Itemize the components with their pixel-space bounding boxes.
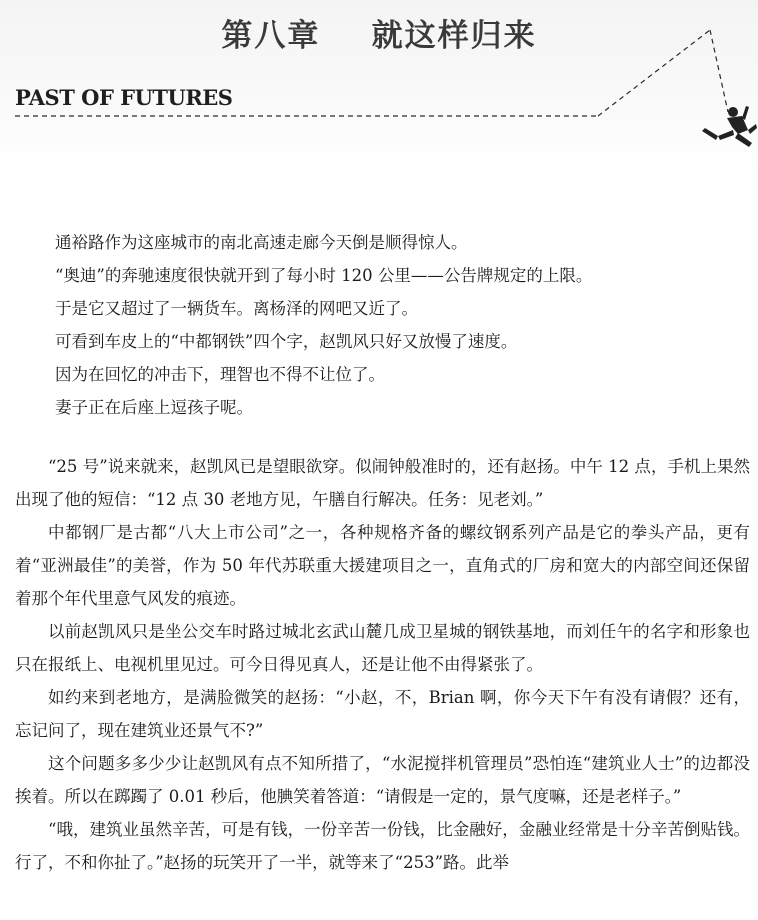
header-decoration bbox=[0, 0, 758, 175]
body-line: “奥迪”的奔驰速度很快就开到了每小时 120 公里——公告牌规定的上限。 bbox=[55, 266, 593, 285]
body-line: 于是它又超过了一辆货车。离杨泽的网吧又近了。 bbox=[55, 299, 418, 318]
body-line: 妻子正在后座上逗孩子呢。 bbox=[55, 398, 253, 417]
body-paragraph: 以前赵凯风只是坐公交车时路过城北玄武山麓几成卫星城的钢铁基地，而刘任午的名字和形象也只在报纸上、电视机里见过。可今日得见真人，还是让他不由得紧张了。 bbox=[15, 622, 750, 674]
body-paragraph: 中都钢厂是古都“八大上市公司”之一，各种规格齐备的螺纹钢系列产品是它的拳头产品，更有着“亚洲最佳”的美誉，作为 50 年代苏联重大援建项目之一，直角式的厂房和宽大的内部空间还保留着那个年代里意气风发的痕迹。 bbox=[15, 523, 750, 608]
chapter-title: 第八章 就这样归来 bbox=[221, 18, 537, 54]
body-paragraph: 如约来到老地方，是满脸微笑的赵扬：“小赵，不，Brian 啊，你今天下午有没有请假？还有，忘记问了，现在建筑业还景气不?” bbox=[15, 688, 750, 740]
body-line: 可看到车皮上的“中都钢铁”四个字，赵凯风只好又放慢了速度。 bbox=[55, 332, 518, 351]
chapter-body bbox=[15, 226, 750, 879]
body-paragraph: 这个问题多多少少让赵凯风有点不知所措了，“水泥搅拌机管理员”恐怕连“建筑业人士”的边都没挨着。所以在踯躅了 0.01 秒后，他腆笑着答道：“请假是一定的，景气度嘛，还是老样子。” bbox=[15, 754, 750, 806]
series-label: PAST OF FUTURES bbox=[15, 85, 233, 110]
section-break bbox=[15, 424, 750, 450]
body-line: 通裕路作为这座城市的南北高速走廊今天倒是顺得惊人。 bbox=[55, 233, 468, 252]
body-paragraph: “25 号”说来就来，赵凯风已是望眼欲穿。似闹钟般准时的，还有赵扬。中午 12 点，手机上果然出现了他的短信：“12 点 30 老地方见，午膳自行解决。任务：见老刘。” bbox=[15, 457, 750, 509]
body-paragraph: “哦，建筑业虽然辛苦，可是有钱，一份辛苦一份钱，比金融好，金融业经常是十分辛苦倒贴钱。行了，不和你扯了。”赵扬的玩笑开了一半，就等来了“253”路。此举 bbox=[15, 820, 750, 872]
climber-figure-icon bbox=[702, 106, 757, 147]
body-line: 因为在回忆的冲击下，理智也不得不让位了。 bbox=[55, 365, 385, 384]
dashed-rope-line bbox=[710, 30, 728, 112]
dashed-rope-line bbox=[598, 30, 710, 116]
